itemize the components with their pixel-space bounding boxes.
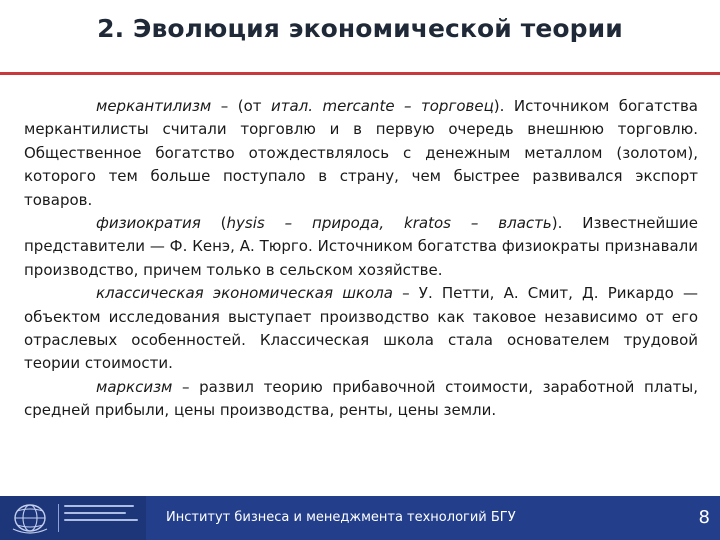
paren-open: – (от <box>211 97 271 115</box>
footer-bar <box>0 496 720 540</box>
paragraph-text: – развил теорию прибавочной стоимости, заработной платы, средней прибыли, цены производства, ренты, цены земли. <box>24 377 698 420</box>
logo-divider <box>58 504 59 532</box>
institute-logo <box>0 496 146 540</box>
paragraph-text: ). Источником богатства меркантилисты считали торговлю и в первую очередь внешнюю торговлю. Общественное богатство отождествлялось с денежным металлом (золотом), которого тем больше поступало в страну, чем быстрее развивался экспорт товаров. <box>24 97 698 209</box>
paragraph-text: ). Известнейшие представители — Ф. Кенэ, А. Тюрго. Источником богатства физиократы признавали производство, причем только в сельском хозяйстве. <box>24 214 698 279</box>
paragraph-physiocracy <box>24 212 698 282</box>
logo-wordmark <box>64 505 142 526</box>
slide-body <box>24 95 698 423</box>
globe-logo-icon <box>10 501 50 535</box>
page-number: 8 <box>698 507 710 528</box>
paragraph-mercantilism <box>24 95 698 212</box>
term-mercantilism: меркантилизм <box>96 97 212 115</box>
footer-institute-name: Институт бизнеса и менеджмента технологий БГУ <box>166 510 516 525</box>
title-underline <box>0 72 720 75</box>
term-physiocracy: физиократия <box>96 214 201 233</box>
paragraph-marxism <box>24 376 698 423</box>
etymology-mercantilism: итал. mercante – торговец <box>270 97 494 115</box>
paren-open: ( <box>200 214 227 233</box>
paragraph-classical-school <box>24 282 698 376</box>
term-classical-school: классическая экономическая школа <box>96 284 393 303</box>
paragraph-text: – У. Петти, А. Смит, Д. Рикардо — объектом исследования выступает производство как таковое независимо от его отраслевых особенностей. Классическая школа стала основателем трудовой теории стоимости. <box>24 284 698 373</box>
slide-title: 2. Эволюция экономической теории <box>97 14 623 43</box>
etymology-physiocracy: hysis – природа, kratos – власть <box>226 214 552 233</box>
term-marxism: марксизм <box>96 377 173 396</box>
